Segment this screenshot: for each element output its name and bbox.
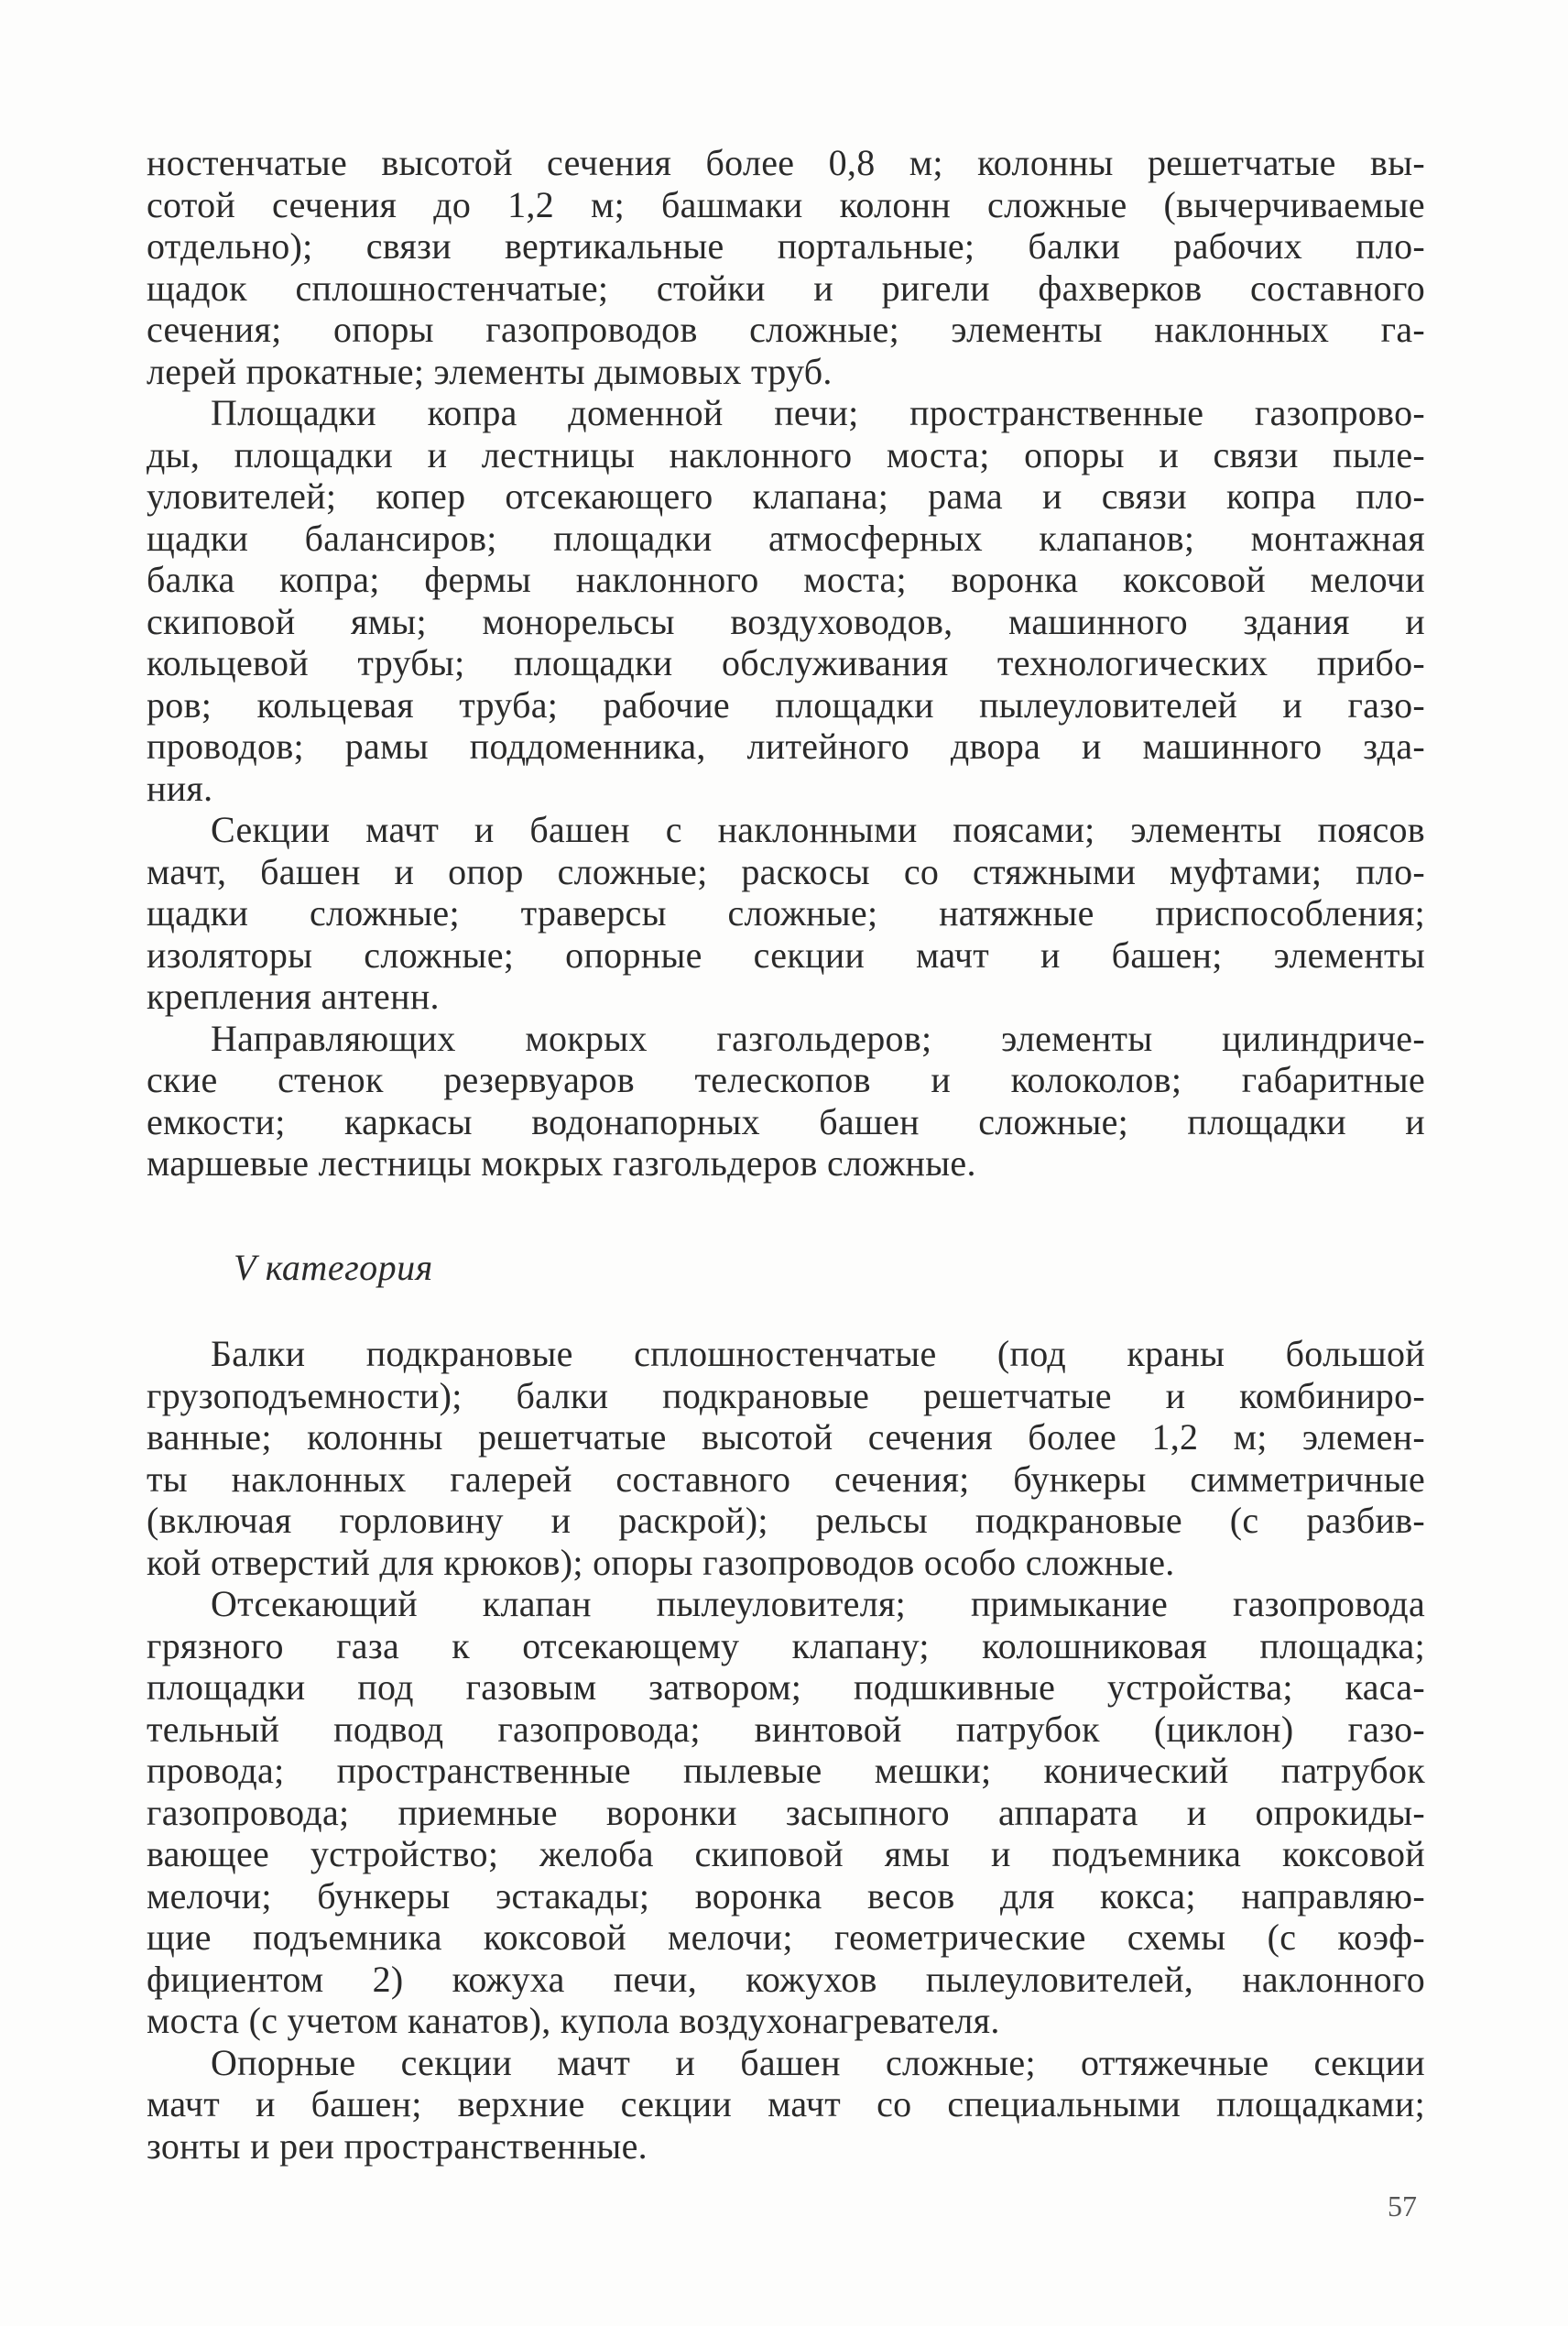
page-number: 57 — [1388, 2189, 1417, 2222]
text-line: кой отверстий для крюков); опоры газопроводов особо сложные. — [147, 1541, 1175, 1583]
text-line: ские стенок резервуаров телескопов и колоколов; габаритные — [147, 1059, 1425, 1100]
text-block-category-v — [147, 1333, 1425, 2167]
text-line: ванные; колонны решетчатые высотой сечения более 1,2 м; элемен- — [147, 1416, 1425, 1458]
text-line: ностенчатые высотой сечения более 0,8 м; колонны решетчатые вы- — [147, 142, 1425, 183]
text-line: кольцевой трубы; площадки обслуживания технологических прибо- — [147, 642, 1425, 683]
text-line: уловителей; копер отсекающего клапана; рама и связи копра пло- — [147, 475, 1425, 517]
text-line: щадки сложные; траверсы сложные; натяжные приспособления; — [147, 892, 1425, 934]
text-line: щадки балансиров; площадки атмосферных клапанов; монтажная — [147, 517, 1425, 559]
text-line: моста (с учетом канатов), купола воздухонагревателя. — [147, 2000, 1000, 2041]
text-line: ния. — [147, 767, 213, 809]
text-line: сечения; опоры газопроводов сложные; элементы наклонных га- — [147, 309, 1425, 350]
paragraph-first-line: Площадки копра доменной печи; пространственные газопрово- — [211, 392, 1425, 433]
section-heading: V категория — [234, 1247, 433, 1288]
text-line: лерей прокатные; элементы дымовых труб. — [147, 350, 833, 392]
paragraph-first-line: Опорные секции мачт и башен сложные; оттяжечные секции — [211, 2041, 1425, 2083]
text-line: скиповой ямы; монорельсы воздуховодов, машинного здания и — [147, 600, 1425, 642]
text-line: отдельно); связи вертикальные портальные; балки рабочих пло- — [147, 225, 1425, 267]
paragraph-first-line: Направляющих мокрых газгольдеров; элементы цилиндриче- — [211, 1017, 1425, 1059]
paragraph-first-line: Отсекающий клапан пылеуловителя; примыкание газопровода — [211, 1583, 1425, 1624]
text-line: мелочи; бункеры эстакады; воронка весов для кокса; направляю- — [147, 1874, 1425, 1916]
text-line: сотой сечения до 1,2 м; башмаки колонн сложные (вычерчиваемые — [147, 183, 1425, 225]
text-line: ров; кольцевая труба; рабочие площадки пылеуловителей и газо- — [147, 683, 1425, 726]
text-line: газопровода; приемные воронки засыпного аппарата и опрокиды- — [147, 1791, 1425, 1833]
text-line: фициентом 2) кожуха печи, кожухов пылеуловителей, наклонного — [147, 1958, 1425, 2000]
text-line: грузоподъемности); балки подкрановые решетчатые и комбиниро- — [147, 1374, 1425, 1416]
text-line: изоляторы сложные; опорные секции мачт и башен; элементы — [147, 934, 1425, 976]
text-line: тельный подвод газопровода; винтовой патрубок (циклон) газо- — [147, 1708, 1425, 1750]
text-line: ды, площадки и лестницы наклонного моста; опоры и связи пыле- — [147, 433, 1425, 475]
text-line: ты наклонных галерей составного сечения; бункеры симметричные — [147, 1458, 1425, 1500]
text-block-category-iv-continued — [147, 142, 1425, 1185]
text-line: (включая горловину и раскрой); рельсы подкрановые (с разбив- — [147, 1500, 1425, 1541]
paragraph-first-line: Секции мачт и башен с наклонными поясами; элементы поясов — [211, 809, 1425, 850]
text-line: площадки под газовым затвором; подшкивные устройства; каса- — [147, 1666, 1425, 1708]
text-line: мачт и башен; верхние секции мачт со специальными площадками; — [147, 2083, 1425, 2124]
text-line: щадок сплошностенчатые; стойки и ригели фахверков составного — [147, 267, 1425, 309]
text-line: вающее устройство; желоба скиповой ямы и подъемника коксовой — [147, 1833, 1425, 1874]
text-line: маршевые лестницы мокрых газгольдеров сложные. — [147, 1142, 976, 1184]
text-line: мачт, башен и опор сложные; раскосы со стяжными муфтами; пло- — [147, 850, 1425, 892]
text-line: грязного газа к отсекающему клапану; колошниковая площадка; — [147, 1624, 1425, 1666]
text-line: емкости; каркасы водонапорных башен сложные; площадки и — [147, 1100, 1425, 1142]
text-line: проводов; рамы поддоменника, литейного двора и машинного зда- — [147, 726, 1425, 767]
text-line: провода; пространственные пылевые мешки; конический патрубок — [147, 1750, 1425, 1791]
text-line: балка копра; фермы наклонного моста; воронка коксовой мелочи — [147, 559, 1425, 600]
text-line: крепления антенн. — [147, 976, 440, 1017]
text-line: щие подъемника коксовой мелочи; геометрические схемы (с коэф- — [147, 1916, 1425, 1958]
text-line: зонты и реи пространственные. — [147, 2124, 648, 2167]
paragraph-first-line: Балки подкрановые сплошностенчатые (под краны большой — [211, 1333, 1425, 1374]
